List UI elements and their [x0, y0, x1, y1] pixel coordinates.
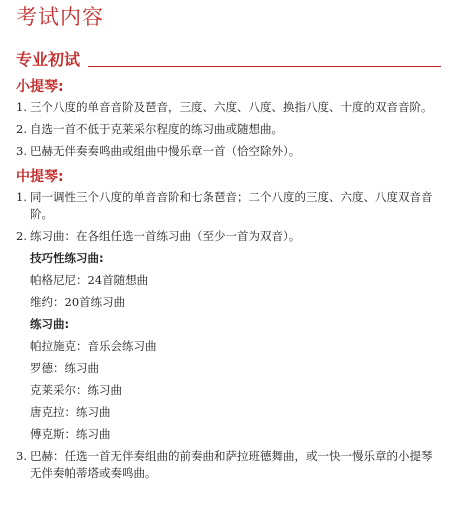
list-item	[16, 228, 441, 245]
section-divider	[88, 66, 441, 67]
item-text: 练习曲：在各组任选一首练习曲（至少一首为双音）。	[30, 229, 301, 243]
etude-entry: 傅克斯：练习曲	[30, 427, 111, 441]
violin-requirements	[16, 99, 441, 160]
item-number: 3.	[16, 449, 27, 463]
item-number: 1.	[16, 100, 27, 114]
item-number: 2.	[16, 122, 27, 136]
item-text: 同一调性三个八度的单音音阶和七条琶音；二个八度的三度、六度、八度双音音阶。	[30, 190, 433, 221]
etude-entry: 帕拉施克：音乐会练习曲	[30, 339, 157, 353]
list-item	[16, 448, 441, 482]
etude-entry: 罗德：练习曲	[30, 361, 99, 375]
item-number: 2.	[16, 229, 27, 243]
item-number: 1.	[16, 190, 27, 204]
page-title: 考试内容	[16, 5, 104, 29]
etudes-label: 练习曲:	[30, 317, 70, 331]
viola-heading: 中提琴:	[16, 169, 64, 185]
list-item	[16, 189, 441, 223]
etude-entry: 唐克拉：练习曲	[30, 405, 111, 419]
etude-entry: 克莱采尔：练习曲	[30, 383, 122, 397]
etude-entry: 帕格尼尼：24首随想曲	[30, 273, 149, 287]
list-item	[16, 99, 441, 116]
etude-entry: 维约：20首练习曲	[30, 295, 126, 309]
item-text: 巴赫：任选一首无伴奏组曲的前奏曲和萨拉班德舞曲，或一快一慢乐章的小提琴无伴奏帕蒂塔或奏鸣曲。	[30, 449, 433, 480]
list-item	[16, 121, 441, 138]
technical-etudes-label: 技巧性练习曲:	[30, 251, 104, 265]
section-title: 专业初试	[16, 50, 81, 69]
viola-requirements	[16, 189, 441, 245]
item-text: 自选一首不低于克莱采尔程度的练习曲或随想曲。	[30, 122, 283, 136]
item-number: 3.	[16, 144, 27, 158]
item-text: 巴赫无伴奏奏鸣曲或组曲中慢乐章一首（恰空除外）。	[30, 144, 301, 158]
section-header	[16, 50, 441, 70]
list-item	[16, 143, 441, 160]
viola-requirements-continued	[16, 448, 441, 482]
item-text: 三个八度的单音音阶及琶音，三度、六度、八度、换指八度、十度的双音音阶。	[30, 100, 433, 114]
violin-heading: 小提琴:	[16, 79, 64, 95]
